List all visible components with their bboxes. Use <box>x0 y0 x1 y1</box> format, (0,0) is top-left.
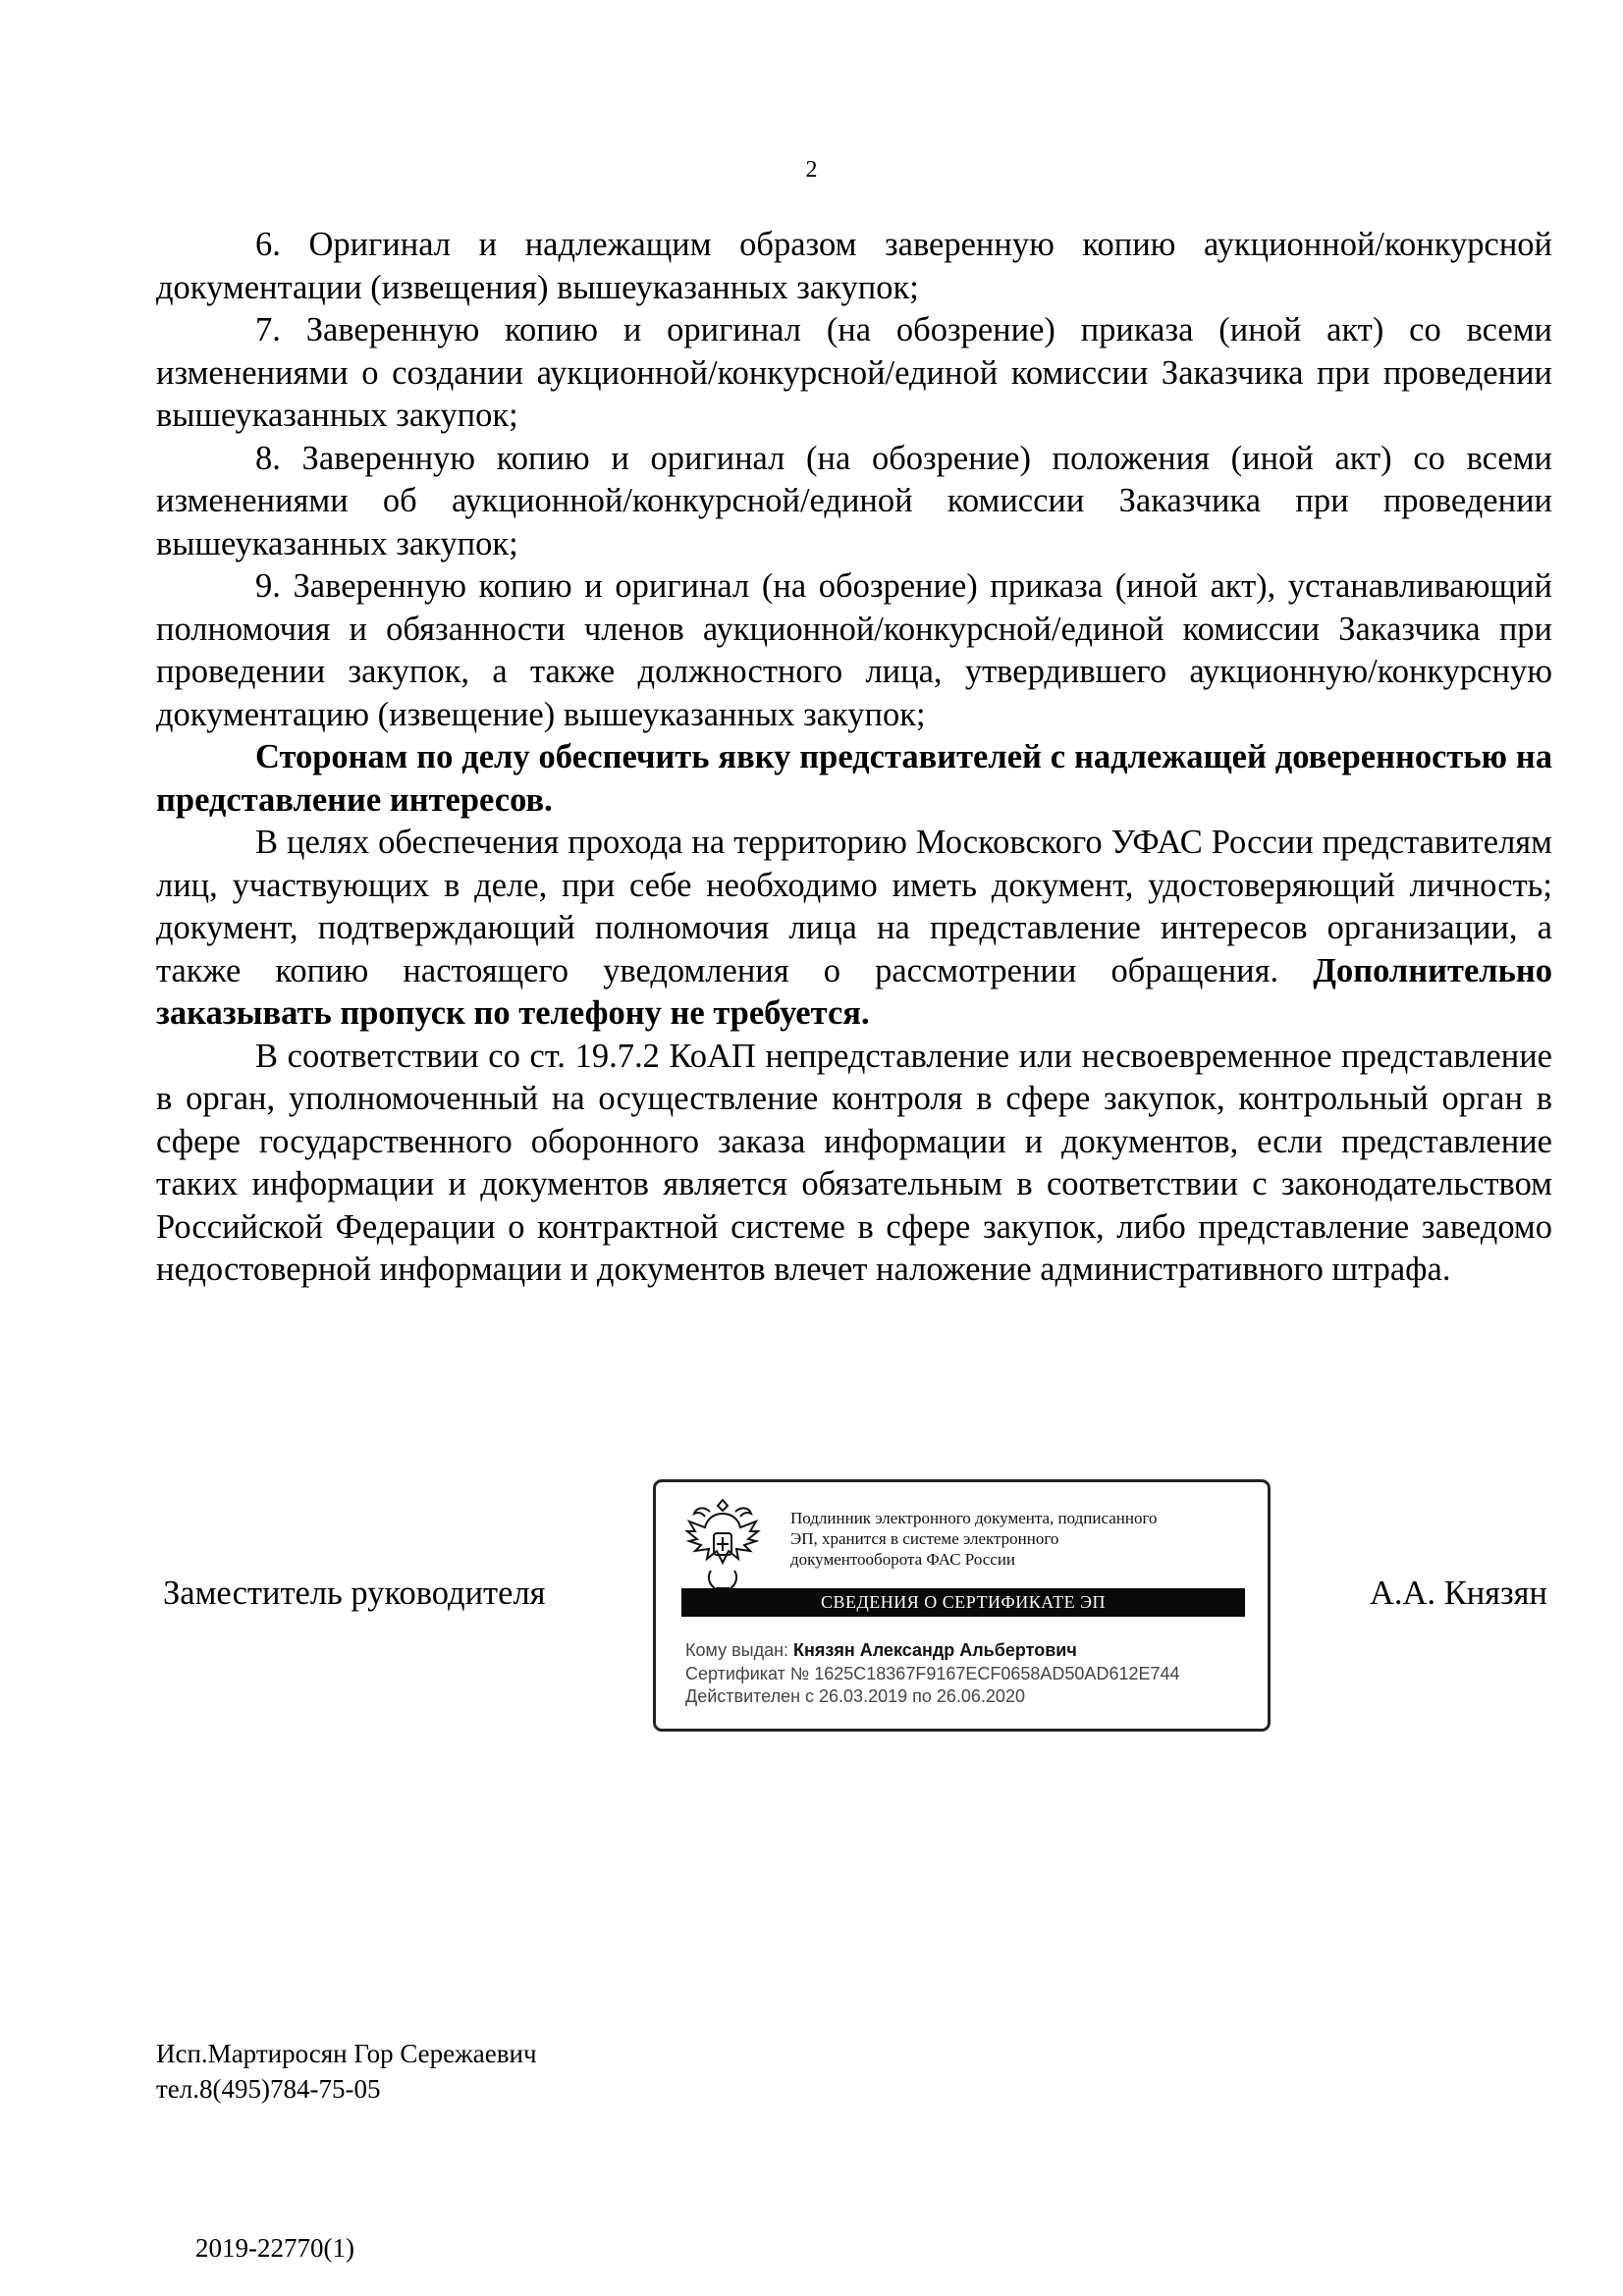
certificate-info-bar: СВЕДЕНИЯ О СЕРТИФИКАТЕ ЭП <box>681 1588 1245 1617</box>
document-body <box>156 224 1552 1292</box>
access-text: В целях обеспечения прохода на территорию Московского УФАС России представителям лиц, участвующих в деле, при себе необходимо иметь документ, удостоверяющий личность; документ, подтверждающий полномочия лица на представление интересов организации, а также копию настоящего уведомления о рассмотрении обращения. <box>156 824 1552 989</box>
e-signature-stamp <box>653 1479 1271 1732</box>
validity-period: Действителен с 26.03.2019 по 26.06.2020 <box>685 1686 1025 1706</box>
paragraph-item-6: 6. Оригинал и надлежащим образом заверенную копию аукционной/конкурсной документации (извещения) вышеуказанных закупок; <box>156 226 1552 306</box>
signatory-name: А.А. Князян <box>1369 1575 1547 1612</box>
stamp-header-line: ЭП, хранится в системе электронного <box>790 1529 1059 1548</box>
double-headed-eagle-icon <box>681 1494 764 1596</box>
stamp-header-line: документооборота ФАС России <box>790 1550 1016 1569</box>
access-paragraph <box>156 822 1552 1036</box>
liability-paragraph: В соответствии со ст. 19.7.2 КоАП непредставление или несвоевременное представление в орган, уполномоченный на осуществление контроля в сфере закупок, контрольный орган в сфере государственного оборонного заказа информации и документов, если представление таких информации и документов является обязательным в соответствии с законодательством Российской Федерации о контрактной системе в сфере закупок, либо представление заведомо недостоверной информации и документов влечет наложение административного штрафа. <box>156 1037 1552 1288</box>
issued-to-name: Князян Александр Альбертович <box>793 1640 1077 1660</box>
attendance-notice <box>156 736 1552 822</box>
executor-block <box>156 2036 537 2107</box>
access-bold-text: Дополнительно заказывать пропуск по телефону не требуется. <box>156 951 1552 1032</box>
signatory-position: Заместитель руководителя <box>163 1575 546 1612</box>
executor-name: Исп.Мартиросян Гор Сережаевич <box>156 2039 537 2068</box>
document-number: 2019-22770(1) <box>195 2233 354 2263</box>
paragraph-item-7: 7. Заверенную копию и оригинал (на обозрение) приказа (иной акт) со всеми изменениями о создании аукционной/конкурсной/единой комиссии Заказчика при проведении вышеуказанных закупок; <box>156 311 1552 434</box>
issued-to-line <box>685 1639 1255 1663</box>
attendance-text: Сторонам по делу обеспечить явку представителей с надлежащей доверенностью на представление интересов. <box>156 738 1552 819</box>
issued-to-label: Кому выдан: <box>685 1640 789 1660</box>
stamp-header-line: Подлинник электронного документа, подписанного <box>790 1509 1158 1527</box>
executor-phone: тел.8(495)784-75-05 <box>156 2074 381 2104</box>
paragraph-item-8: 8. Заверенную копию и оригинал (на обозрение) положения (иной акт) со всеми изменениями об аукционной/конкурсной/единой комиссии Заказчика при проведении вышеуказанных закупок; <box>156 439 1552 562</box>
stamp-header <box>790 1508 1242 1570</box>
certificate-number: Сертификат № 1625C18367F9167ECF0658AD50AD612E744 <box>685 1663 1180 1683</box>
paragraph-item-9: 9. Заверенную копию и оригинал (на обозрение) приказа (иной акт), устанавливающий полномочия и обязанности членов аукционной/конкурсной/единой комиссии Заказчика при проведении закупок, а также должностного лица, утвердившего аукционную/конкурсную документацию (извещение) вышеуказанных закупок; <box>156 567 1552 733</box>
page-number: 2 <box>805 157 818 183</box>
certificate-details <box>685 1639 1255 1709</box>
